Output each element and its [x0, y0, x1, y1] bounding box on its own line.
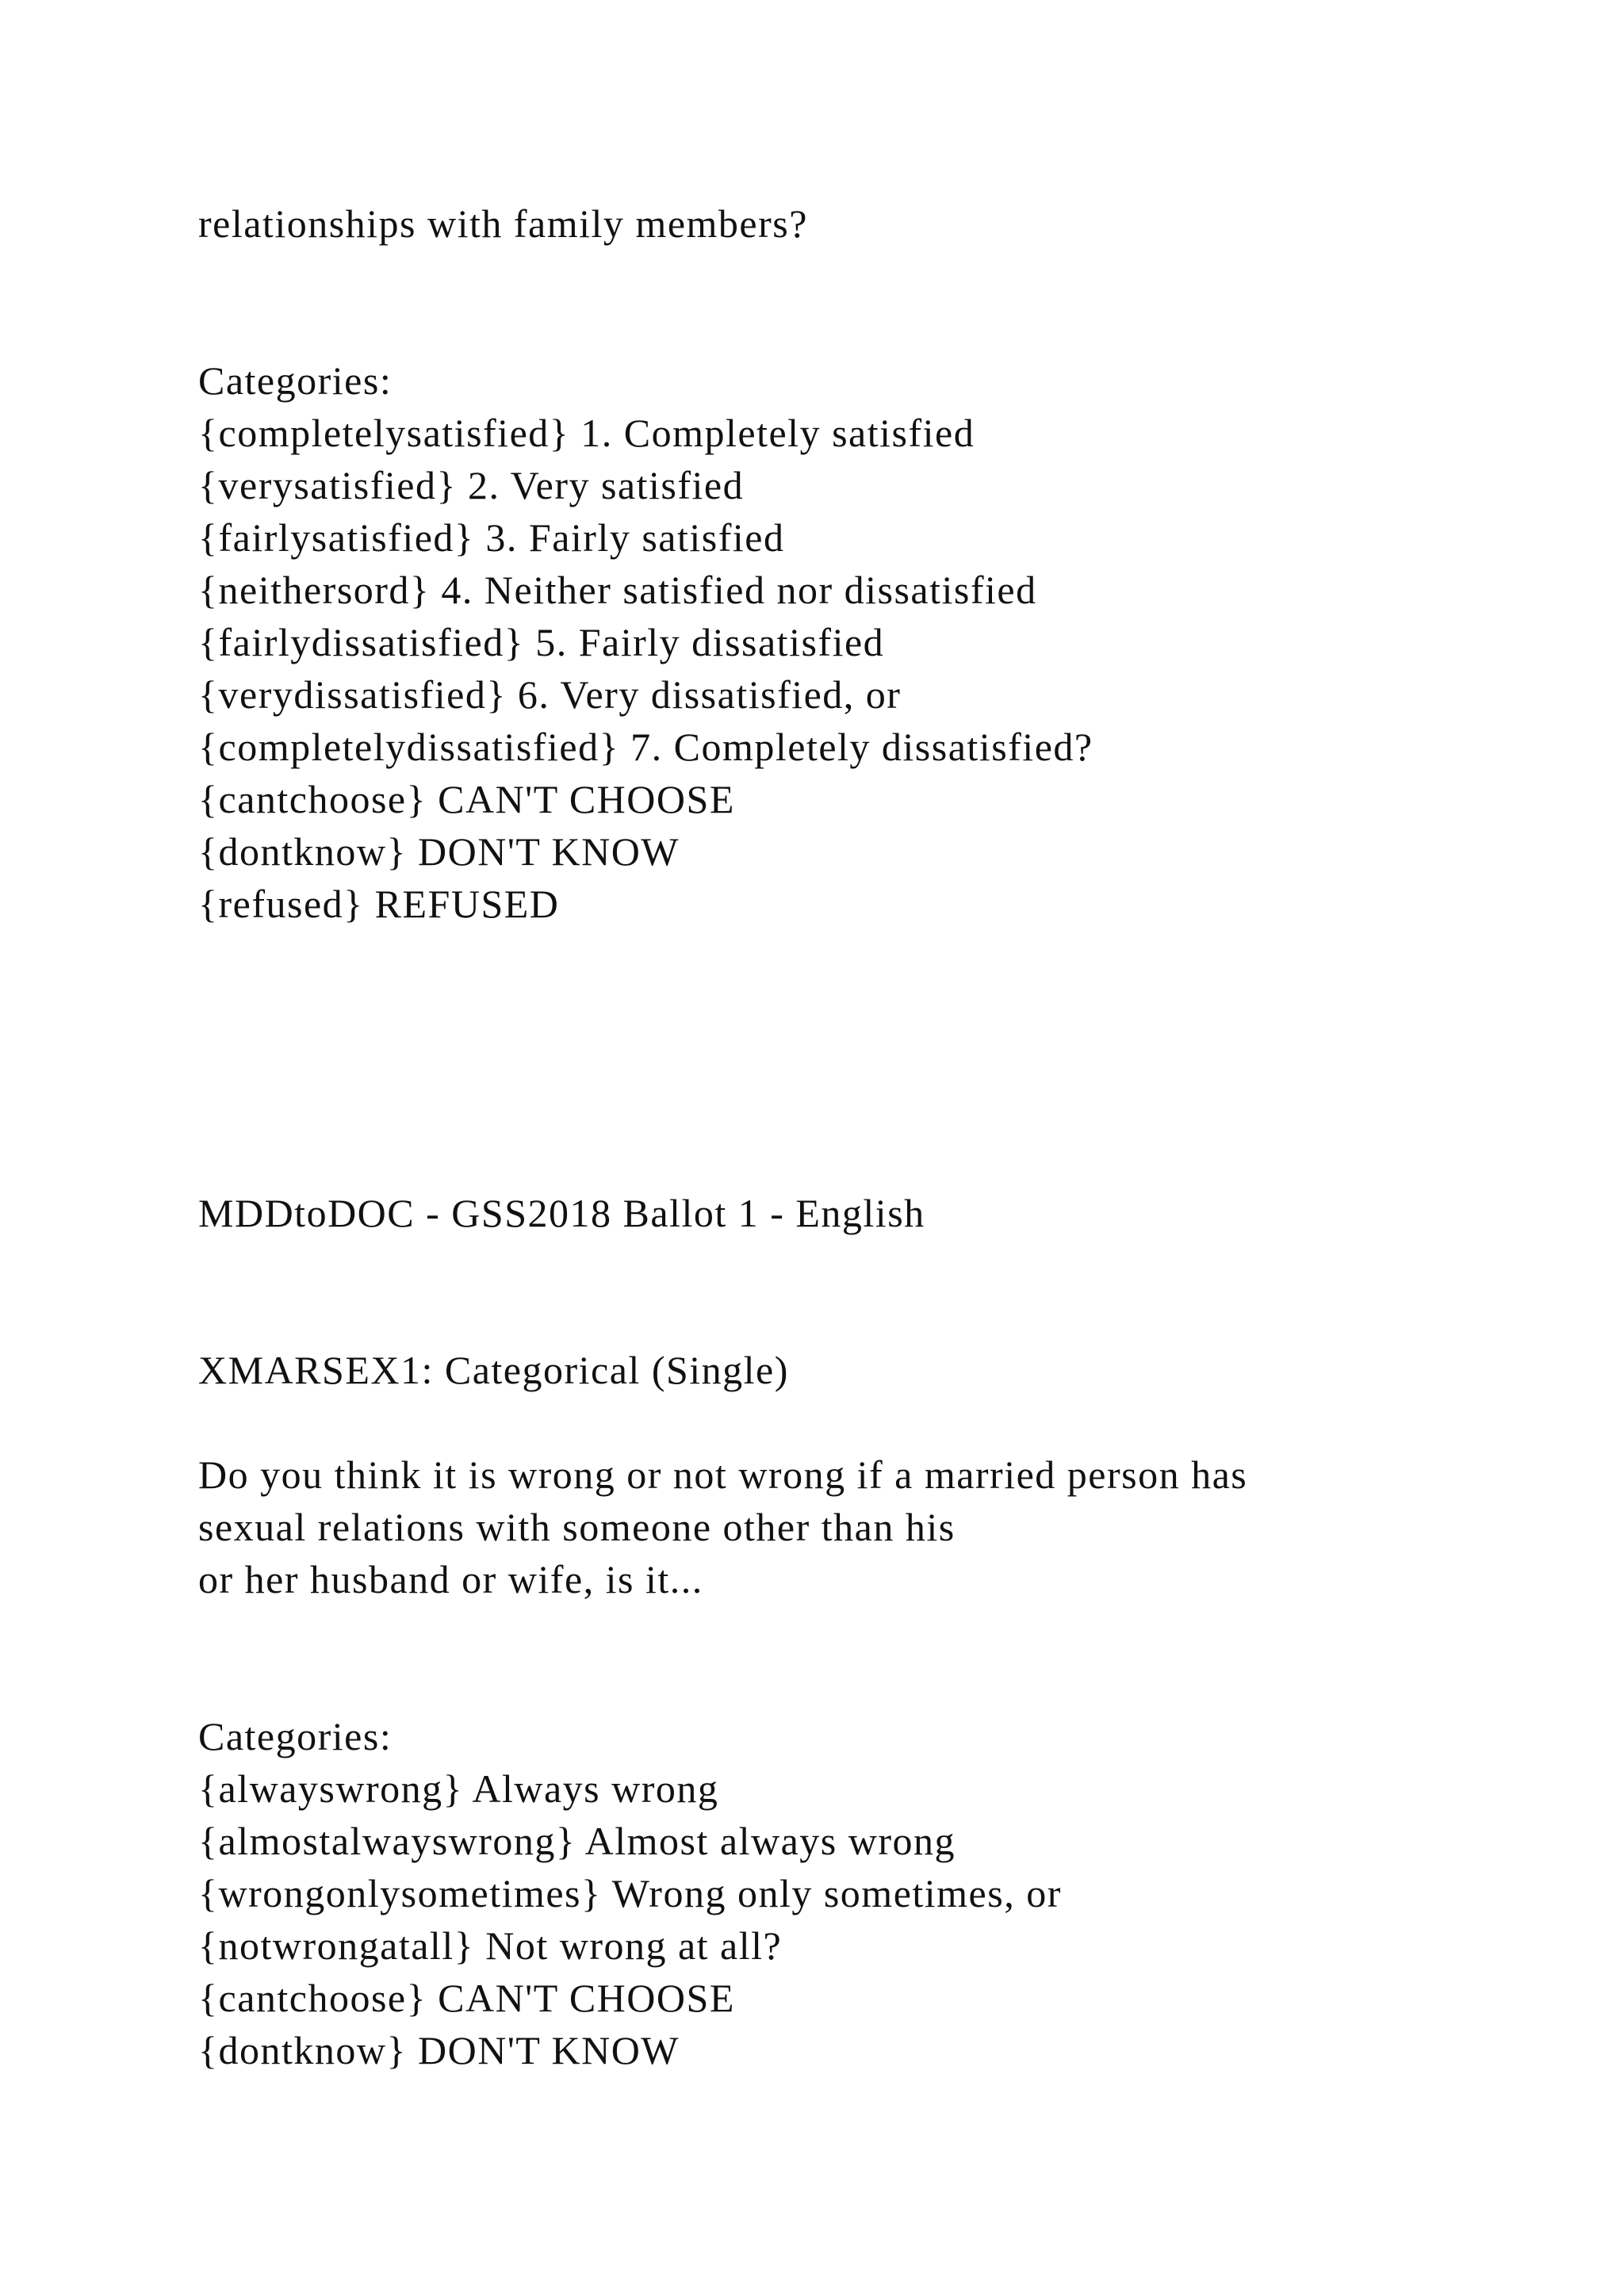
- question-id-line: XMARSEX1: Categorical (Single): [198, 1348, 789, 1392]
- category-option: {dontknow} DON'T KNOW: [198, 2028, 680, 2072]
- category-option: {completelydissatisfied} 7. Completely dissatisfied?: [198, 725, 1094, 769]
- category-option: {wrongonlysometimes} Wrong only sometimes, or: [198, 1871, 1062, 1915]
- categories-heading: Categories:: [198, 358, 393, 403]
- categories-heading: Categories:: [198, 1714, 393, 1758]
- question-text-tail: relationships with family members?: [198, 201, 808, 246]
- document-header: MDDtoDOC - GSS2018 Ballot 1 - English: [198, 1191, 925, 1235]
- question-text-line: sexual relations with someone other than his: [198, 1505, 956, 1549]
- category-option: {fairlydissatisfied} 5. Fairly dissatisfied: [198, 620, 885, 664]
- category-option: {alwayswrong} Always wrong: [198, 1766, 719, 1811]
- category-option: {notwrongatall} Not wrong at all?: [198, 1923, 783, 1968]
- category-option: {verysatisfied} 2. Very satisfied: [198, 463, 745, 507]
- question-text-line: Do you think it is wrong or not wrong if a married person has: [198, 1452, 1248, 1497]
- category-option: {cantchoose} CAN'T CHOOSE: [198, 1976, 735, 2020]
- category-option: {almostalwayswrong} Almost always wrong: [198, 1819, 956, 1863]
- category-option: {cantchoose} CAN'T CHOOSE: [198, 777, 735, 821]
- category-option: {verydissatisfied} 6. Very dissatisfied, or: [198, 672, 902, 717]
- category-option: {completelysatisfied} 1. Completely satisfied: [198, 411, 975, 455]
- question-text-line: or her husband or wife, is it...: [198, 1557, 703, 1601]
- category-option: {fairlysatisfied} 3. Fairly satisfied: [198, 515, 785, 560]
- category-option: {dontknow} DON'T KNOW: [198, 829, 680, 874]
- category-option: {neithersord} 4. Neither satisfied nor dissatisfied: [198, 568, 1037, 612]
- category-option: {refused} REFUSED: [198, 882, 560, 926]
